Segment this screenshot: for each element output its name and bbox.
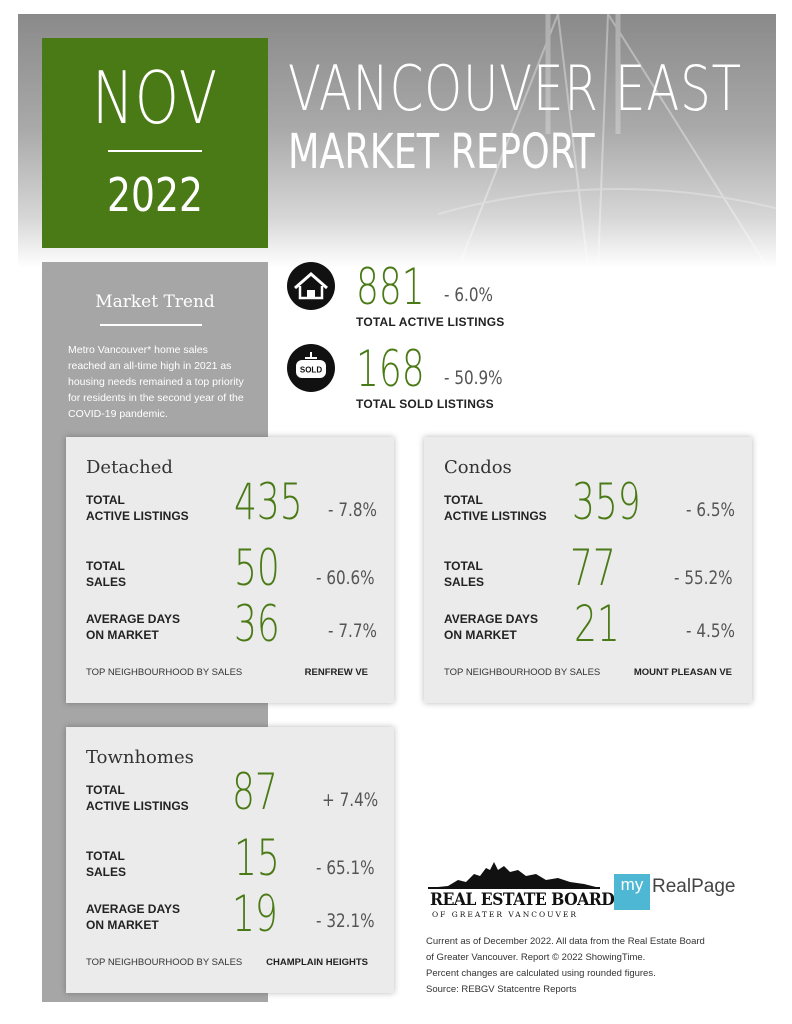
report-title: VANCOUVER EAST [288,52,742,125]
townhomes-dom-label-line2: ON MARKET [86,918,159,932]
reb-logo [428,858,615,922]
condos-active-change: - 6.5% [686,499,735,521]
condos-card [424,437,752,703]
report-year: 2022 [106,168,203,222]
myrealpage-logo-box: my [614,874,650,910]
detached-dom-value: 36 [234,595,280,653]
condos-active-label-line1: TOTAL [444,493,483,507]
condos-active-label [444,492,547,524]
condos-active-value: 359 [572,473,641,531]
footer-note [426,934,766,998]
footer-line-2: of Greater Vancouver. Report © 2022 ShowingTime. [426,952,646,963]
detached-hood-value: RENFREW VE [304,667,368,678]
townhomes-card [66,727,394,993]
condos-hood-label: TOP NEIGHBOURHOOD BY SALES [444,667,601,678]
detached-sales-change: - 60.6% [316,567,375,589]
myrealpage-logo-text: RealPage [652,876,736,897]
townhomes-active-label-line1: TOTAL [86,783,125,797]
report-month: NOV [92,56,218,140]
sold-sign-text: SOLD [299,365,323,375]
condos-sales-label-line1: TOTAL [444,559,483,573]
reb-logo-line2: OF GREATER VANCOUVER [432,910,578,919]
market-trend-text: Metro Vancouver* home sales reached an all-time high in 2021 as housing needs remained a top priority for residents in the second year of the COVID-19 pandemic. [68,344,244,420]
condos-sales-label-line2: SALES [444,575,485,589]
condos-dom-label-line1: AVERAGE DAYS [444,612,539,626]
detached-sales-label-line2: SALES [86,575,127,589]
report-date-box [42,38,268,248]
report-subtitle: MARKET REPORT [288,124,595,180]
reb-logo-line1: REAL ESTATE BOARD [430,890,615,910]
detached-active-value: 435 [234,473,303,531]
townhomes-sales-change: - 65.1% [316,857,375,879]
total-active-label: TOTAL ACTIVE LISTINGS [356,315,505,329]
footer-line-3: Percent changes are calculated using rounded figures. [426,968,656,979]
detached-hood-label: TOP NEIGHBOURHOOD BY SALES [86,667,243,678]
townhomes-sales-label-line2: SALES [86,865,127,879]
house-icon [287,262,335,310]
condos-dom-value: 21 [574,595,620,653]
detached-active-label-line2: ACTIVE LISTINGS [86,509,189,523]
townhomes-hood-value: CHAMPLAIN HEIGHTS [266,957,368,968]
detached-active-label [86,492,189,524]
city-skyline-icon [428,858,600,890]
total-active-value: 881 [356,258,425,316]
townhomes-sales-label [86,848,126,880]
condos-dom-label [444,611,538,643]
detached-title: Detached [86,457,173,478]
townhomes-title: Townhomes [86,747,194,768]
detached-dom-change: - 7.7% [328,620,377,642]
total-sold-label: TOTAL SOLD LISTINGS [356,397,494,411]
detached-dom-label-line1: AVERAGE DAYS [86,612,181,626]
townhomes-dom-label [86,901,180,933]
detached-active-change: - 7.8% [328,499,377,521]
condos-sales-change: - 55.2% [674,567,733,589]
condos-sales-label [444,558,484,590]
detached-active-label-line1: TOTAL [86,493,125,507]
date-divider [108,150,202,152]
condos-sales-value: 77 [570,539,616,597]
condos-dom-change: - 4.5% [686,620,735,642]
detached-card [66,437,394,703]
detached-dom-label-line2: ON MARKET [86,628,159,642]
townhomes-dom-change: - 32.1% [316,910,375,932]
townhomes-sales-value: 15 [234,829,280,887]
townhomes-active-change: + 7.4% [322,789,379,811]
footer-line-1: Current as of December 2022. All data from the Real Estate Board [426,936,705,947]
townhomes-hood-label: TOP NEIGHBOURHOOD BY SALES [86,957,243,968]
detached-sales-label [86,558,126,590]
detached-dom-label [86,611,180,643]
condos-active-label-line2: ACTIVE LISTINGS [444,509,547,523]
condos-dom-label-line2: ON MARKET [444,628,517,642]
total-sold-change: - 50.9% [444,367,503,389]
total-sold-value: 168 [356,340,425,398]
condos-title: Condos [444,457,512,478]
footer-line-4: Source: REBGV Statcentre Reports [426,984,577,995]
total-active-change: - 6.0% [444,284,493,306]
townhomes-active-label-line2: ACTIVE LISTINGS [86,799,189,813]
townhomes-active-value: 87 [232,763,278,821]
sold-sign-icon [287,344,335,392]
market-trend-divider [100,324,202,326]
townhomes-dom-value: 19 [232,885,278,943]
townhomes-dom-label-line1: AVERAGE DAYS [86,902,181,916]
townhomes-sales-label-line1: TOTAL [86,849,125,863]
detached-sales-label-line1: TOTAL [86,559,125,573]
townhomes-active-label [86,782,189,814]
market-trend-title: Market Trend [95,292,215,312]
detached-sales-value: 50 [234,539,280,597]
condos-hood-value: MOUNT PLEASAN VE [633,667,732,678]
